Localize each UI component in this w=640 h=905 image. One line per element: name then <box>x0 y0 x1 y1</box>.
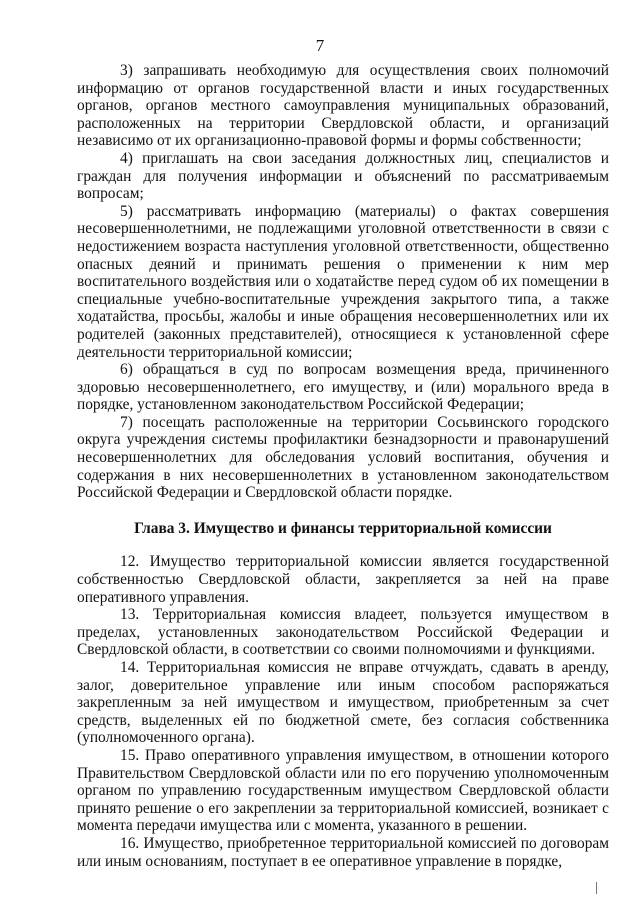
paragraph-clause-14: 14. Территориальная комиссия не вправе отчуждать, сдавать в аренду, залог, доверительное управление или иным способом распоряжаться закрепленным за ней имуществом и имуществом, приобретенным за счет средств, выделенных ей по бюджетной смете, без согласия собственника (уполномоченного органа). <box>77 659 609 747</box>
paragraph-item-4: 4) приглашать на свои заседания должностных лиц, специалистов и граждан для получения информации и объяснений по рассматриваемым вопросам; <box>77 149 609 203</box>
paragraph-item-6: 6) обращаться в суд по вопросам возмещения вреда, причиненного здоровью несовершеннолетнего, его имуществу, и (или) морального вреда в порядке, установленном законодательством Российской Федерации; <box>77 361 609 414</box>
paragraph-clause-16: 16. Имущество, приобретенное территориальной комиссией по договорам или иным основаниям, поступает в ее оперативное управление в порядке, <box>77 834 609 870</box>
page-number: 7 <box>315 36 325 55</box>
paragraph-item-5: 5) рассматривать информацию (материалы) о фактах совершения несовершеннолетними, не подлежащими уголовной ответственности в связи с недостижением возраста наступления уголовной ответственности, общественно опасных деяний и принимать решения о применении к ним мер воспитательного воздействия или о ходатайстве перед судом об их помещении в специальные учебно-воспитательные учреждения закрытого типа, а также ходатайства, просьбы, жалобы и иные обращения несовершеннолетних или их родителей (законных представителей), относящиеся к установленной сфере деятельности территориальной комиссии; <box>77 202 609 361</box>
paragraph-clause-13: 13. Территориальная комиссия владеет, пользуется имуществом в пределах, установленных законодательством Российской Федерации и Свердловской области, в соответствии со своими полномочиями и функциями. <box>77 606 609 659</box>
paragraph-item-3: 3) запрашивать необходимую для осуществления своих полномочий информацию от органов государственной власти и иных государственных органов, органов местного самоуправления муниципальных образований, расположенных на территории Свердловской области, и организаций независимо от их организационно-правовой формы и формы собственности; <box>77 62 609 150</box>
paragraph-item-7: 7) посещать расположенные на территории Сосьвинского городского округа учреждения системы профилактики безнадзорности и правонарушений несовершеннолетних для обследования условий воспитания, обучения и содержания в них несовершеннолетних в установленном законодательством Российской Федерации и Свердловской области порядке. <box>77 413 609 502</box>
paragraph-clause-15: 15. Право оперативного управления имуществом, в отношении которого Правительством Свердловской области или по его поручению уполномоченным органом по управлению государственным имуществом Свердловской области принято решение о его закреплении за территориальной комиссией, возникает с момента передачи имущества или с момента, указанного в решении. <box>77 746 609 835</box>
chapter-heading: Глава 3. Имущество и финансы территориальной комиссии <box>134 519 552 537</box>
scan-mark <box>596 882 597 894</box>
document-body <box>77 62 609 870</box>
paragraph-clause-12: 12. Имущество территориальной комиссии является государственной собственностью Свердловской области, закрепляется за ней на праве оперативного управления. <box>77 553 609 606</box>
